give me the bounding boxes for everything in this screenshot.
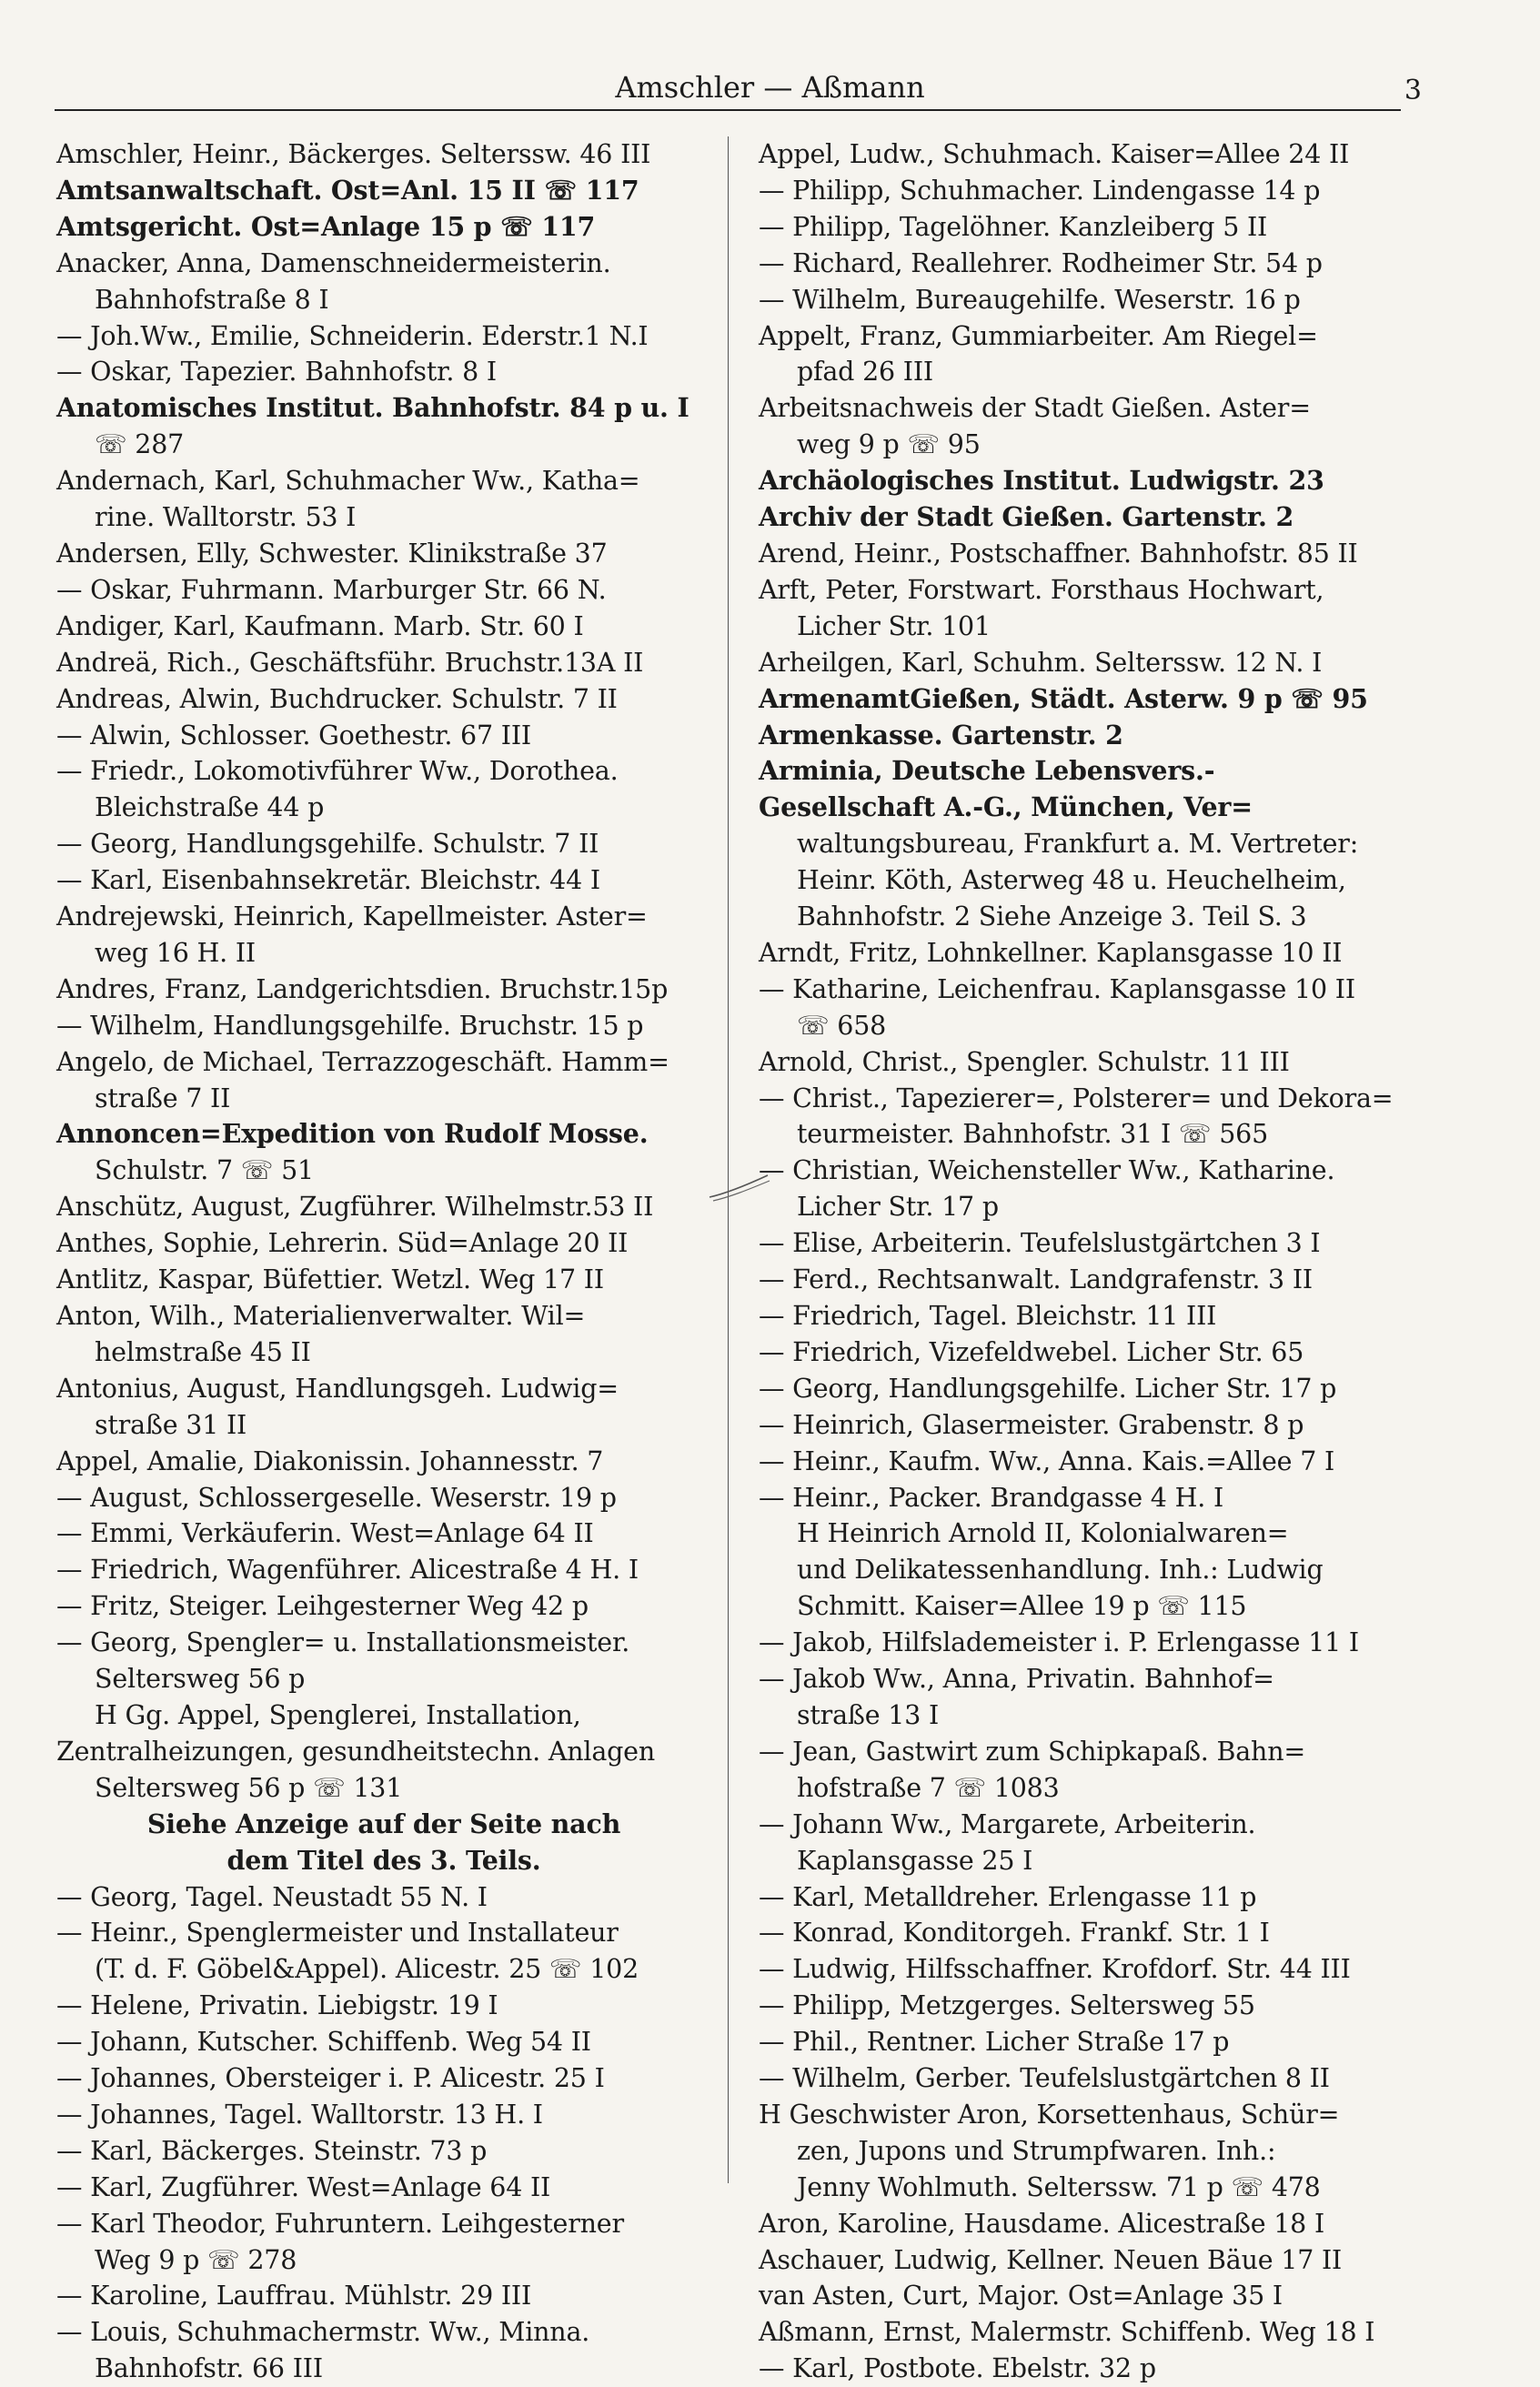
directory-entry: — Philipp, Metzgerges. Seltersweg 55 [759, 1990, 1255, 2021]
directory-entry: Andiger, Karl, Kaufmann. Marb. Str. 60 I [56, 610, 584, 641]
column-divider [728, 136, 729, 2183]
directory-entry: Zentralheizungen, gesundheitstechn. Anlagen [56, 1736, 655, 1767]
directory-entry: — Wilhelm, Gerber. Teufelslustgärtchen 8 II [759, 2063, 1330, 2094]
directory-entry: — Elise, Arbeiterin. Teufelslustgärtchen 3 I [759, 1228, 1321, 1259]
directory-entry: — Richard, Reallehrer. Rodheimer Str. 54 p [759, 247, 1323, 278]
directory-entry: straße 13 I [797, 1699, 940, 1730]
directory-entry: Appelt, Franz, Gummiarbeiter. Am Riegel= [759, 320, 1318, 351]
directory-entry: Amtsgericht. Ost=Anlage 15 p ☏ 117 [56, 210, 596, 242]
directory-entry: Antonius, August, Handlungsgeh. Ludwig= [56, 1373, 619, 1404]
directory-entry: Heinr. Köth, Asterweg 48 u. Heuchelheim, [797, 865, 1346, 896]
page-title: Amschler — Aßmann [615, 70, 925, 105]
directory-entry: Bahnhofstr. 2 Siehe Anzeige 3. Teil S. 3 [797, 901, 1307, 932]
directory-entry: — Katharine, Leichenfrau. Kaplansgasse 10 II [759, 973, 1355, 1004]
directory-entry: waltungsbureau, Frankfurt a. M. Vertreter: [797, 829, 1359, 860]
directory-entry: — Helene, Privatin. Liebigstr. 19 I [56, 1990, 498, 2021]
directory-entry: rine. Walltorstr. 53 I [95, 502, 357, 533]
directory-entry: Schulstr. 7 ☏ 51 [95, 1155, 314, 1186]
directory-entry: — Oskar, Tapezier. Bahnhofstr. 8 I [56, 357, 497, 388]
directory-entry: ArmenamtGießen, Städt. Asterw. 9 p ☏ 95 [759, 682, 1368, 714]
directory-entry: — Karl, Eisenbahnsekretär. Bleichstr. 44 I [56, 865, 600, 896]
directory-entry: Aron, Karoline, Hausdame. Alicestraße 18 I [759, 2208, 1325, 2239]
directory-entry: — Johann, Kutscher. Schiffenb. Weg 54 II [56, 2027, 591, 2058]
page-number: 3 [1404, 75, 1422, 106]
directory-entry: — Jakob, Hilfslademeister i. P. Erlengasse 11 I [759, 1627, 1359, 1658]
directory-entry: — Johannes, Tagel. Walltorstr. 13 H. I [56, 2099, 543, 2130]
directory-entry: Anthes, Sophie, Lehrerin. Süd=Anlage 20 II [56, 1228, 629, 1259]
directory-entry: Seltersweg 56 p [95, 1664, 306, 1695]
directory-entry: teurmeister. Bahnhofstr. 31 I ☏ 565 [797, 1119, 1268, 1150]
page-header [0, 62, 1540, 113]
directory-entry: — Joh.Ww., Emilie, Schneiderin. Ederstr.1 N.I [56, 320, 649, 351]
directory-entry: Amtsanwaltschaft. Ost=Anl. 15 II ☏ 117 [56, 174, 639, 206]
directory-entry: — Georg, Handlungsgehilfe. Licher Str. 17 p [759, 1373, 1337, 1404]
directory-entry: Schmitt. Kaiser=Allee 19 p ☏ 115 [797, 1591, 1247, 1622]
directory-entry: Arft, Peter, Forstwart. Forsthaus Hochwart, [759, 574, 1324, 605]
directory-entry: Kaplansgasse 25 I [797, 1845, 1033, 1876]
directory-entry: — Heinrich, Glasermeister. Grabenstr. 8 p [759, 1409, 1304, 1440]
header-rule [55, 109, 1401, 111]
directory-entry: Armenkasse. Gartenstr. 2 [759, 719, 1123, 750]
directory-entry: Andrejewski, Heinrich, Kapellmeister. Aster= [56, 901, 648, 932]
directory-entry: Andres, Franz, Landgerichtsdien. Bruchstr.15p [56, 973, 669, 1004]
directory-entry: ☏ 658 [797, 1010, 887, 1041]
directory-entry: — Karoline, Lauffrau. Mühlstr. 29 III [56, 2281, 532, 2311]
directory-entry: Arend, Heinr., Postschaffner. Bahnhofstr. 85 II [759, 538, 1358, 569]
directory-entry: Appel, Amalie, Diakonissin. Johannesstr. 7 [56, 1445, 604, 1476]
directory-entry: — Johannes, Obersteiger i. P. Alicestr. 25 I [56, 2063, 605, 2094]
directory-entry: — Friedrich, Wagenführer. Alicestraße 4 H. I [56, 1555, 639, 1586]
directory-entry: — Heinr., Packer. Brandgasse 4 H. I [759, 1482, 1224, 1513]
directory-entry: Bleichstraße 44 p [95, 792, 325, 823]
directory-entry: H Heinrich Arnold II, Kolonialwaren= [797, 1518, 1289, 1549]
directory-entry: — Philipp, Tagelöhner. Kanzleiberg 5 II [759, 211, 1268, 242]
directory-entry: — Georg, Spengler= u. Installationsmeister. [56, 1627, 630, 1658]
directory-entry: weg 16 H. II [95, 937, 256, 968]
directory-entry: Gesellschaft A.-G., München, Ver= [759, 791, 1253, 823]
directory-entry: Aschauer, Ludwig, Kellner. Neuen Bäue 17 II [759, 2244, 1343, 2275]
directory-entry: van Asten, Curt, Major. Ost=Anlage 35 I [759, 2281, 1283, 2311]
directory-entry: Licher Str. 101 [797, 610, 991, 641]
directory-entry: — Christian, Weichensteller Ww., Katharine. [759, 1155, 1335, 1186]
directory-entry: hofstraße 7 ☏ 1083 [797, 1772, 1060, 1803]
directory-entry: — Friedrich, Tagel. Bleichstr. 11 III [759, 1301, 1217, 1331]
directory-entry: — Karl, Bäckerges. Steinstr. 73 p [56, 2135, 488, 2166]
directory-entry: — Christ., Tapezierer=, Polsterer= und Dekora= [759, 1083, 1394, 1113]
directory-entry: Archäologisches Institut. Ludwigstr. 23 [759, 465, 1324, 497]
directory-entry: Arndt, Fritz, Lohnkellner. Kaplansgasse 10 II [759, 937, 1343, 968]
directory-entry: helmstraße 45 II [95, 1336, 311, 1367]
directory-entry: ☏ 287 [95, 429, 185, 460]
directory-entry: dem Titel des 3. Teils. [226, 1844, 541, 1876]
directory-entry: — Ferd., Rechtsanwalt. Landgrafenstr. 3 II [759, 1264, 1313, 1295]
directory-entry: Anacker, Anna, Damenschneidermeisterin. [56, 247, 611, 278]
directory-entry: und Delikatessenhandlung. Inh.: Ludwig [797, 1555, 1324, 1586]
directory-entry: Antlitz, Kaspar, Büfettier. Wetzl. Weg 17 II [56, 1264, 604, 1295]
directory-entry: Arheilgen, Karl, Schuhm. Selterssw. 12 N. I [759, 647, 1323, 678]
directory-entry: — Friedr., Lokomotivführer Ww., Dorothea. [56, 756, 619, 787]
directory-entry: Jenny Wohlmuth. Selterssw. 71 p ☏ 478 [797, 2171, 1321, 2202]
directory-entry: — Emmi, Verkäuferin. West=Anlage 64 II [56, 1518, 594, 1549]
directory-entry: — Johann Ww., Margarete, Arbeiterin. [759, 1808, 1256, 1839]
directory-entry: Anschütz, August, Zugführer. Wilhelmstr.53 II [56, 1192, 654, 1223]
directory-entry: Aßmann, Ernst, Malermstr. Schiffenb. Weg 18 I [759, 2317, 1375, 2348]
directory-entry: Appel, Ludw., Schuhmach. Kaiser=Allee 24 II [759, 139, 1350, 169]
directory-entry: — Oskar, Fuhrmann. Marburger Str. 66 N. [56, 574, 607, 605]
directory-entry: H Geschwister Aron, Korsettenhaus, Schür= [759, 2099, 1340, 2130]
directory-entry: — Georg, Tagel. Neustadt 55 N. I [56, 1881, 488, 1912]
directory-entry: Andreä, Rich., Geschäftsführ. Bruchstr.13A II [56, 647, 644, 678]
right-column [759, 136, 1414, 2387]
directory-entry: — Karl, Postbote. Ebelstr. 32 p [759, 2353, 1156, 2384]
directory-entry: Anton, Wilh., Materialienverwalter. Wil= [56, 1301, 586, 1331]
directory-entry: Anatomisches Institut. Bahnhofstr. 84 p u. I [56, 392, 689, 424]
directory-entry: — Jakob Ww., Anna, Privatin. Bahnhof= [759, 1664, 1274, 1695]
directory-entry: — Philipp, Schuhmacher. Lindengasse 14 p [759, 175, 1321, 206]
directory-entry: Weg 9 p ☏ 278 [95, 2244, 297, 2275]
directory-entry: — Ludwig, Hilfsschaffner. Krofdorf. Str. 44 III [759, 1954, 1351, 1985]
directory-entry: Arbeitsnachweis der Stadt Gießen. Aster= [759, 393, 1311, 424]
directory-entry: — Fritz, Steiger. Leihgesterner Weg 42 p [56, 1591, 589, 1622]
directory-entry: Andreas, Alwin, Buchdrucker. Schulstr. 7 II [56, 683, 618, 714]
directory-entry: — Phil., Rentner. Licher Straße 17 p [759, 2027, 1230, 2058]
left-column [56, 136, 711, 2387]
directory-entry: — Karl, Zugführer. West=Anlage 64 II [56, 2171, 551, 2202]
directory-entry: — Louis, Schuhmachermstr. Ww., Minna. [56, 2317, 590, 2348]
directory-entry: — Konrad, Konditorgeh. Frankf. Str. 1 I [759, 1918, 1270, 1949]
directory-entry: Andersen, Elly, Schwester. Klinikstraße 37 [56, 538, 608, 569]
directory-entry: Angelo, de Michael, Terrazzogeschäft. Hamm= [56, 1046, 669, 1077]
directory-entry: — Alwin, Schlosser. Goethestr. 67 III [56, 720, 531, 750]
directory-entry: — Wilhelm, Bureaugehilfe. Weserstr. 16 p [759, 284, 1301, 315]
directory-entry: (T. d. F. Göbel&Appel). Alicestr. 25 ☏ 102 [95, 1954, 639, 1985]
margin-pencil-mark [708, 1170, 771, 1206]
directory-entry: — Heinr., Spenglermeister und Installateur [56, 1918, 619, 1949]
directory-entry: straße 7 II [95, 1083, 231, 1113]
directory-entry: Licher Str. 17 p [797, 1192, 999, 1223]
directory-entry: — Heinr., Kaufm. Ww., Anna. Kais.=Allee 7 I [759, 1445, 1335, 1476]
directory-entry: pfad 26 III [797, 357, 933, 388]
directory-entry: Amschler, Heinr., Bäckerges. Selterssw. 46 III [56, 139, 651, 169]
directory-entry: Siehe Anzeige auf der Seite nach [146, 1808, 621, 1839]
directory-entry: Archiv der Stadt Gießen. Gartenstr. 2 [759, 501, 1294, 533]
directory-entry: Bahnhofstraße 8 I [95, 284, 329, 315]
directory-entry: — Georg, Handlungsgehilfe. Schulstr. 7 II [56, 829, 599, 860]
directory-entry: weg 9 p ☏ 95 [797, 429, 981, 460]
directory-entry: — Karl Theodor, Fuhruntern. Leihgesterner [56, 2208, 624, 2239]
directory-entry: H Gg. Appel, Spenglerei, Installation, [95, 1699, 581, 1730]
directory-entry: Arnold, Christ., Spengler. Schulstr. 11 III [759, 1046, 1290, 1077]
directory-entry: — Jean, Gastwirt zum Schipkapaß. Bahn= [759, 1736, 1306, 1767]
directory-entry: — Karl, Metalldreher. Erlengasse 11 p [759, 1881, 1257, 1912]
directory-entry: zen, Jupons und Strumpfwaren. Inh.: [797, 2135, 1276, 2166]
directory-entry: Seltersweg 56 p ☏ 131 [95, 1772, 403, 1803]
directory-entry: — Friedrich, Vizefeldwebel. Licher Str. 65 [759, 1336, 1304, 1367]
directory-entry: Annoncen=Expedition von Rudolf Mosse. [56, 1118, 649, 1150]
directory-entry: — August, Schlossergeselle. Weserstr. 19 p [56, 1482, 617, 1513]
directory-entry: — Wilhelm, Handlungsgehilfe. Bruchstr. 15 p [56, 1010, 644, 1041]
directory-entry: straße 31 II [95, 1409, 247, 1440]
directory-entry: Bahnhofstr. 66 III [95, 2353, 323, 2384]
directory-entry: Andernach, Karl, Schuhmacher Ww., Katha= [56, 466, 640, 497]
directory-entry: Arminia, Deutsche Lebensvers.- [759, 755, 1215, 787]
